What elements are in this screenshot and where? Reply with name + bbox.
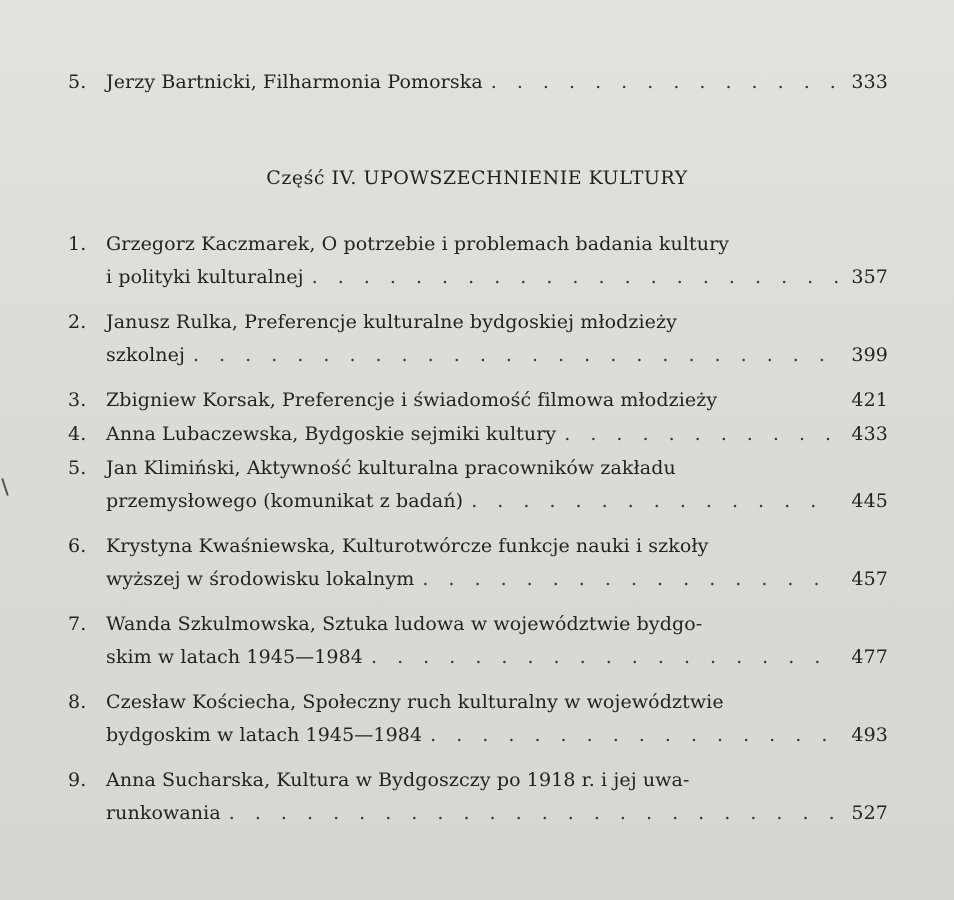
dot-leaders xyxy=(422,563,838,596)
entry-title-line: przemysłowego (komunikat z badań) xyxy=(106,490,464,512)
page-number: 433 xyxy=(851,423,888,445)
entry-number: 8. xyxy=(68,691,87,713)
entry-number: 4. xyxy=(68,423,87,445)
page-number: 493 xyxy=(851,724,888,746)
page-number: 399 xyxy=(851,344,888,366)
entry-title-line: Jan Klimiński, Aktywność kulturalna pracowników zakładu xyxy=(106,457,676,479)
entry-title-line: Czesław Kościecha, Społeczny ruch kulturalny w województwie xyxy=(106,691,724,713)
page-number: 477 xyxy=(851,646,888,668)
entry-title-line: Janusz Rulka, Preferencje kulturalne bydgoskiej młodzieży xyxy=(106,311,677,333)
entry-title-line: Grzegorz Kaczmarek, O potrzebie i problemach badania kultury xyxy=(106,233,730,255)
dot-leaders xyxy=(491,66,838,99)
dot-leaders xyxy=(193,339,838,372)
entry-title-line: Jerzy Bartnicki, Filharmonia Pomorska xyxy=(106,71,483,93)
dot-leaders xyxy=(229,797,838,830)
page-number: 527 xyxy=(851,802,888,824)
entry-title-line: Zbigniew Korsak, Preferencje i świadomość filmowa młodzieży xyxy=(106,389,718,411)
entry-number: 7. xyxy=(68,613,87,635)
entry-number: 6. xyxy=(68,535,87,557)
entry-title-line: skim w latach 1945—1984 xyxy=(106,646,363,668)
entry-number: 5. xyxy=(68,71,87,93)
entry-title-line: i polityki kulturalnej xyxy=(106,266,304,288)
section-heading: Część IV. UPOWSZECHNIENIE KULTURY xyxy=(266,167,688,189)
entry-title-line: wyższej w środowisku lokalnym xyxy=(106,568,415,590)
entry-number: 3. xyxy=(68,389,87,411)
entry-title-line: runkowania xyxy=(106,802,221,824)
entry-number: 5. xyxy=(68,457,87,479)
dot-leaders xyxy=(471,485,838,518)
entry-number: 1. xyxy=(68,233,87,255)
dot-leaders xyxy=(371,641,838,674)
entry-title-line: szkolnej xyxy=(106,344,185,366)
page-number: 333 xyxy=(851,71,888,93)
entry-title-line: Anna Lubaczewska, Bydgoskie sejmiki kultury xyxy=(106,423,557,445)
page-number: 445 xyxy=(851,490,888,512)
entry-title-line: Anna Sucharska, Kultura w Bydgoszczy po 1918 r. i jej uwa- xyxy=(106,769,690,791)
entry-number: 9. xyxy=(68,769,87,791)
page-number: 421 xyxy=(851,389,888,411)
entry-title-line: bydgoskim w latach 1945—1984 xyxy=(106,724,423,746)
dot-leaders xyxy=(312,261,838,294)
page-number: 357 xyxy=(851,266,888,288)
entry-number: 2. xyxy=(68,311,87,333)
dot-leaders xyxy=(564,418,838,451)
entry-title-line: Krystyna Kwaśniewska, Kulturotwórcze funkcje nauki i szkoły xyxy=(106,535,709,557)
margin-pencil-mark xyxy=(1,478,8,496)
entry-title-line: Wanda Szkulmowska, Sztuka ludowa w województwie bydgo- xyxy=(106,613,703,635)
dot-leaders xyxy=(430,719,838,752)
page-number: 457 xyxy=(851,568,888,590)
